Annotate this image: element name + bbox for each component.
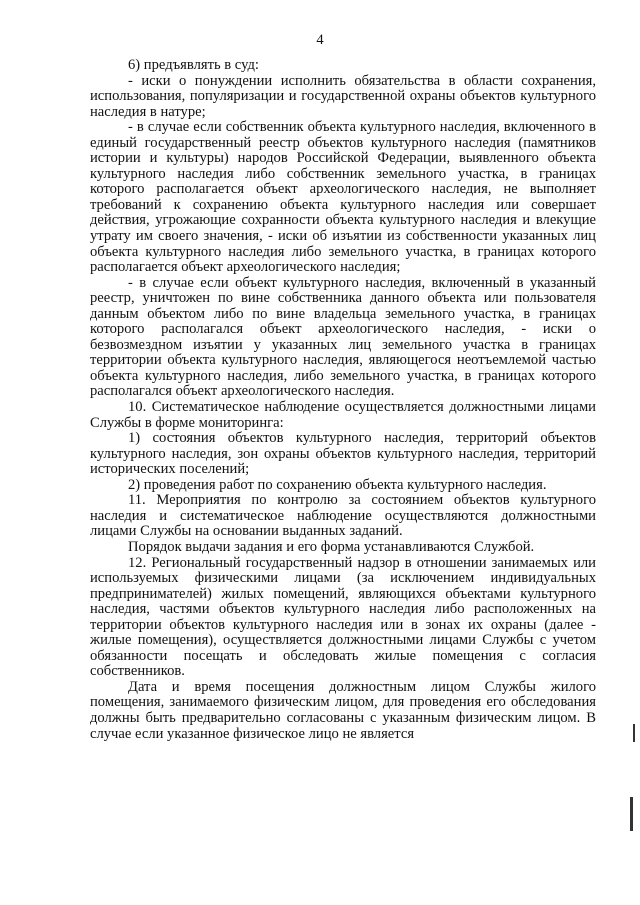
paragraph-monitoring-1: 1) состояния объектов культурного наследия, территорий объектов культурного наследия, зон охраны объектов культурного наследия, территорий исторических поселений; (90, 430, 596, 478)
paragraph-claim-seizure: - в случае если собственник объекта культурного наследия, включенного в единый государственный реестр объектов культурного наследия (памятников истории и культуры) народов Российской Федерации, выявленного объекта культурного наследия либо собственник земельного участка, в границах которого располагается объект археологического наследия, не выполняет требований к сохранению объекта культурного наследия или совершает действия, угрожающие сохранности объекта культурного наследия и влекущие утрату им своего значения, - иски об изъятии из собственности указанных лиц объекта культурного наследия либо земельного участка, в границах которого располагается объект археологического наследия; (90, 119, 596, 276)
paragraph-12-housing: 12. Региональный государственный надзор в отношении занимаемых или используемых физическими лицами (за исключением индивидуальных предпринимателей) жилых помещений, являющихся объектами культурного наследия, частями объектов культурного наследия либо расположенных на территории объектов культурного наследия или в зонах их охраны (далее - жилые помещения), осуществляется должностными лицами Службы с учетом обязанности посещать и обследовать жилые помещения с согласия собственников. (90, 554, 596, 680)
scan-edge-mark (633, 724, 635, 742)
paragraph-claim-obligations: - иски о понуждении исполнить обязательства в области сохранения, использования, популяризации и государственной охраны объектов культурного наследия в натуре; (90, 72, 596, 120)
document-body (90, 58, 596, 742)
paragraph-task-order: Порядок выдачи задания и его форма устанавливаются Службой. (128, 538, 535, 555)
paragraph-monitoring-2: 2) проведения работ по сохранению объекта культурного наследия. (128, 476, 547, 493)
page-number: 4 (316, 32, 324, 48)
paragraph-11-control: 11. Мероприятия по контролю за состоянием объектов культурного наследия и систематическое наблюдение осуществляются должностными лицами Службы на основании выданных заданий. (90, 492, 596, 540)
paragraph-10-monitoring: 10. Систематическое наблюдение осуществляется должностными лицами Службы в форме мониторинга: (90, 399, 596, 431)
paragraph-claim-destroyed: - в случае если объект культурного наследия, включенный в указанный реестр, уничтожен по вине собственника данного объекта или пользователя данным объектом либо по вине владельца земельного участка, в границах которого располагался объект археологического наследия, - иски о безвозмездном изъятии у указанных лиц земельного участка в границах территории объекта культурного наследия, являющегося неотъемлемой частью объекта культурного наследия, либо земельного участка, в границах которого располагался объект археологического наследия. (90, 274, 596, 400)
scan-edge-mark (630, 797, 633, 831)
paragraph-item-6-sud: 6) предъявлять в суд: (128, 57, 259, 73)
paragraph-visit-date: Дата и время посещения должностным лицом Службы жилого помещения, занимаемого физическим лицом, для проведения его обследования должны быть предварительно согласованы с указанным физическим лицом. В случае если указанное физическое лицо не является (90, 678, 596, 742)
